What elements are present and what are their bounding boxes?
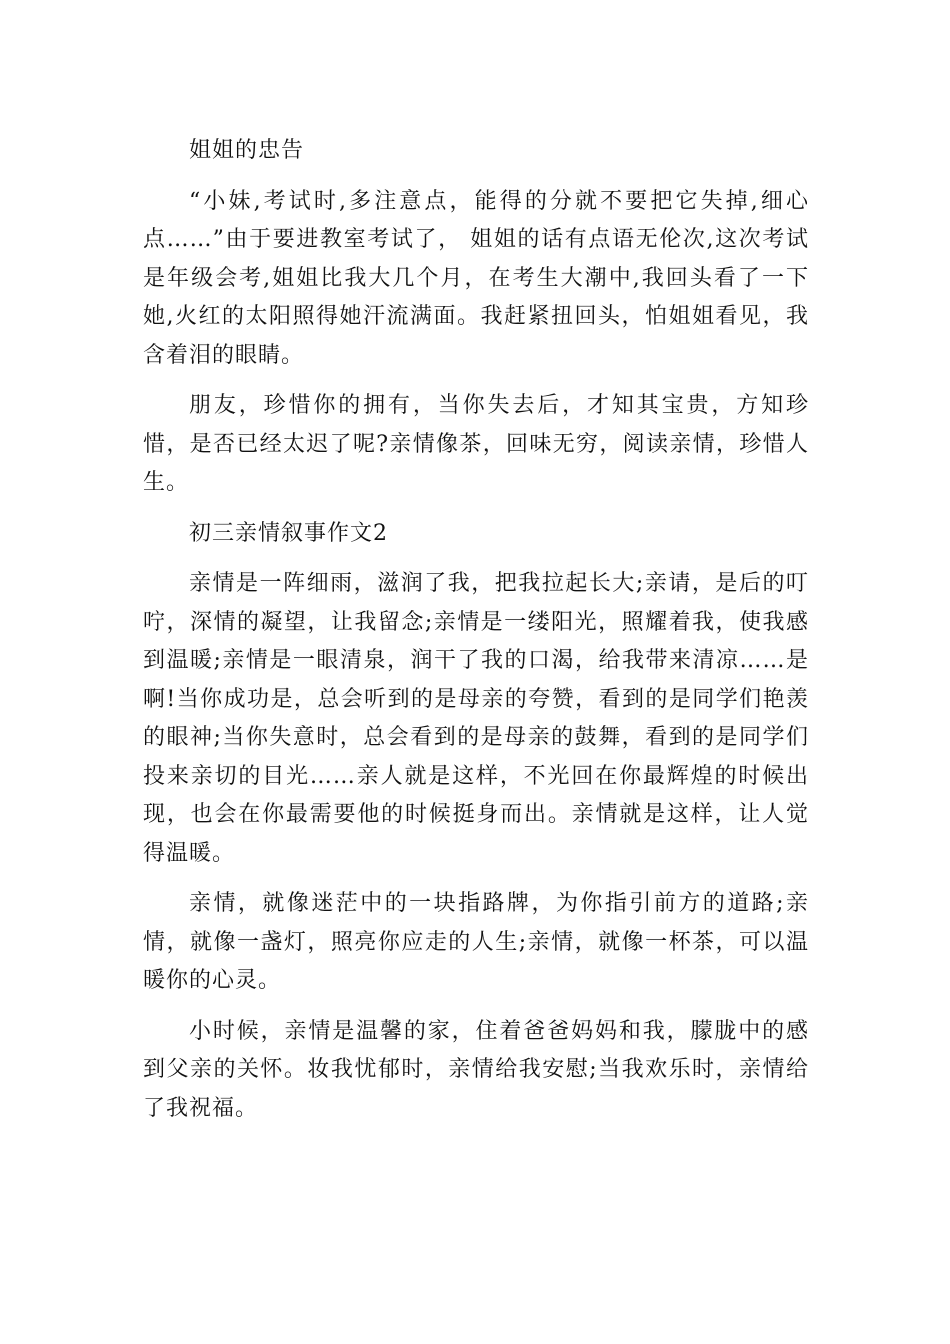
- paragraph-signpost: 亲情，就像迷茫中的一块指路牌，为你指引前方的道路;亲情，就像一盏灯，照亮你应走的人生;亲情，就像一杯茶，可以温暖你的心灵。: [143, 891, 809, 993]
- document-body: [143, 132, 809, 1140]
- paragraph-family-love-metaphors: 亲情是一阵细雨，滋润了我，把我拉起长大;亲请，是后的叮咛，深情的凝望，让我留念;亲情是一缕阳光，照耀着我，使我感到温暖;亲情是一眼清泉，润干了我的口渴，给我带来清凉……是啊!当你成功是，总会听到的是母亲的夸赞，看到的是同学们艳羡的眼神;当你失意时，总会看到的是母亲的鼓舞，看到的是同学们投来亲切的目光……亲人就是这样，不光回在你最辉煌的时候出现，也会在你最需要他的时候挺身而出。亲情就是这样，让人觉得温暖。: [143, 571, 809, 866]
- section-heading-essay-2: 初三亲情叙事作文2: [189, 520, 388, 546]
- paragraph-cherish: 朋友，珍惜你的拥有，当你失去后，才知其宝贵，方知珍惜，是否已经太迟了呢?亲情像茶，回味无穷，阅读亲情，珍惜人生。: [143, 393, 809, 495]
- paragraph-exam-memory: “小妹,考试时,多注意点，能得的分就不要把它失掉,细心点……”由于要进教室考试了， 姐姐的话有点语无伦次,这次考试是年级会考,姐姐比我大几个月，在考生大潮中,我回头看了一下她,火红的太阳照得她汗流满面。我赶紧扭回头，怕姐姐看见，我含着泪的眼睛。: [143, 188, 809, 368]
- paragraph-childhood: 小时候，亲情是温馨的家，住着爸爸妈妈和我，朦胧中的感到父亲的关怀。妆我忧郁时，亲情给我安慰;当我欢乐时，亲情给了我祝福。: [143, 1018, 809, 1121]
- section-heading-sisters-advice: 姐姐的忠告: [189, 138, 305, 163]
